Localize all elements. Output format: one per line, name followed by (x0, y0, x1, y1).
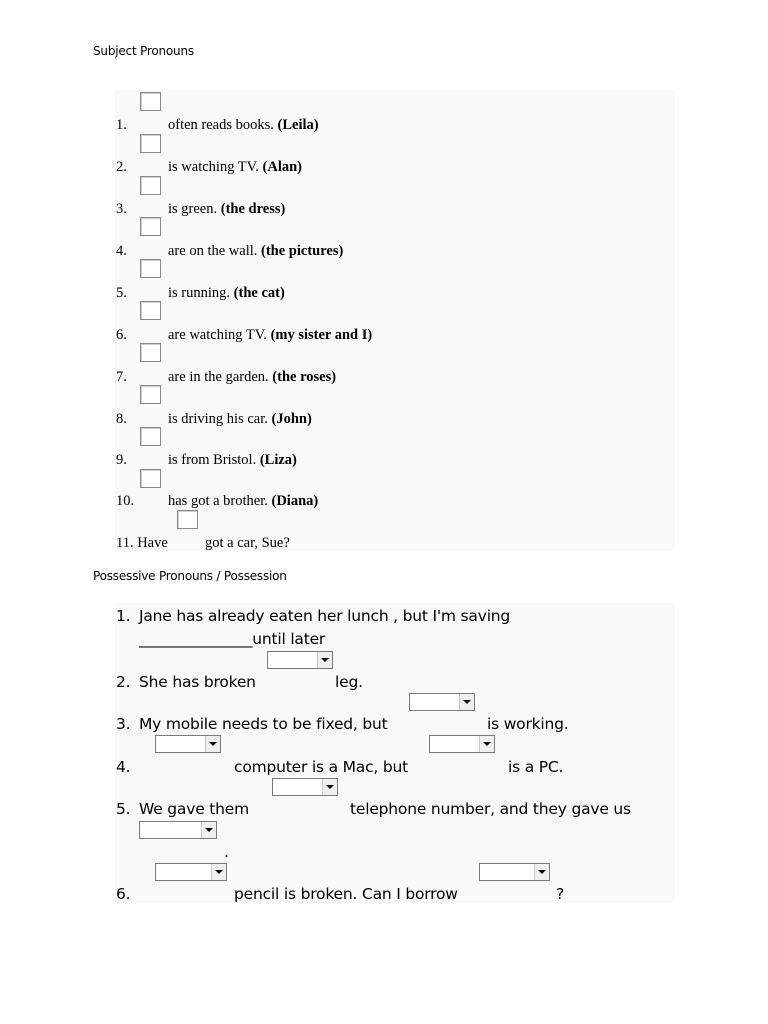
item-text: are on the wall. (168, 243, 258, 259)
answer-input-5[interactable] (140, 259, 161, 278)
item-number: 8. (116, 411, 127, 427)
answer-input-7[interactable] (140, 343, 161, 362)
item-hint: (Alan) (262, 159, 303, 175)
answer-input-8[interactable] (140, 385, 161, 404)
chevron-down-icon (211, 864, 226, 880)
answer-input-10[interactable] (140, 469, 161, 488)
item-text: is running. (168, 285, 231, 301)
question-4-number: 4. (116, 758, 131, 776)
chevron-down-icon (205, 736, 220, 752)
question-4-text-b: is a PC. (508, 758, 564, 776)
question-6-text-b: ? (556, 885, 565, 903)
question-5-text-a: We gave them (139, 800, 249, 818)
item-hint: (the pictures) (261, 243, 344, 259)
item-hint: (Leila) (277, 117, 319, 133)
question-2-text-a: She has broken (139, 673, 256, 691)
item-text: are in the garden. (168, 369, 269, 385)
chevron-down-icon (459, 694, 474, 710)
item-text: is from Bristol. (168, 452, 257, 468)
answer-input-3[interactable] (140, 176, 161, 195)
question-5-dropdown-1[interactable] (272, 778, 338, 796)
item-text: is green. (168, 201, 218, 217)
item-number: 6. (116, 327, 127, 343)
chevron-down-icon (201, 822, 216, 838)
item-text: is watching TV. (168, 159, 259, 175)
question-6-number: 6. (116, 885, 131, 903)
item-hint: (the roses) (272, 369, 337, 385)
item-number: 3. (116, 201, 127, 217)
item-text: are watching TV. (168, 327, 267, 343)
question-4-dropdown-2[interactable] (429, 735, 495, 753)
item-hint: (Diana) (271, 493, 319, 509)
item-hint: (John) (271, 411, 312, 427)
question-5-period: . (224, 843, 229, 861)
subject-item-11-start: 11. Have (116, 535, 168, 551)
chevron-down-icon (317, 652, 332, 668)
chevron-down-icon (479, 736, 494, 752)
question-3-text-b: is working. (487, 715, 569, 733)
question-5-dropdown-2[interactable] (139, 821, 217, 839)
item-number: 7. (116, 369, 127, 385)
item-number: 9. (116, 452, 127, 468)
item-number: 1. (116, 117, 127, 133)
item-number: 2. (116, 159, 127, 175)
item-text: often reads books. (168, 117, 274, 133)
item-number: 5. (116, 285, 127, 301)
question-4-dropdown-1[interactable] (155, 735, 221, 753)
answer-input-2[interactable] (140, 134, 161, 153)
subject-item-11-end: got a car, Sue? (205, 535, 290, 551)
question-3-text-a: My mobile needs to be fixed, but (139, 715, 388, 733)
subject-pronouns-heading: Subject Pronouns (93, 44, 194, 58)
question-2-number: 2. (116, 673, 131, 691)
answer-input-11[interactable] (177, 510, 198, 529)
question-4-text-a: computer is a Mac, but (234, 758, 409, 776)
possessive-pronouns-panel (115, 603, 675, 903)
question-1-line-2: _______________until later (139, 630, 326, 648)
item-hint: (the cat) (233, 285, 285, 301)
question-6-dropdown-1[interactable] (155, 863, 227, 881)
item-text: has got a brother. (168, 493, 268, 509)
answer-input-9[interactable] (140, 427, 161, 446)
question-3-dropdown[interactable] (409, 693, 475, 711)
item-hint: (Liza) (259, 452, 297, 468)
item-hint: (my sister and I) (270, 327, 373, 343)
answer-input-4[interactable] (140, 217, 161, 236)
question-6-text-a: pencil is broken. Can I borrow (234, 885, 458, 903)
item-hint: (the dress) (220, 201, 286, 217)
question-5-text-b: telephone number, and they gave us (350, 800, 631, 818)
question-3-number: 3. (116, 715, 131, 733)
question-5-number: 5. (116, 800, 131, 818)
question-2-dropdown[interactable] (267, 651, 333, 669)
question-2-text-b: leg. (335, 673, 363, 691)
answer-input-1[interactable] (140, 92, 161, 111)
answer-input-6[interactable] (140, 301, 161, 320)
chevron-down-icon (534, 864, 549, 880)
possessive-pronouns-heading: Possessive Pronouns / Possession (93, 569, 287, 583)
item-number: 10. (116, 493, 135, 509)
question-1-line-1: Jane has already eaten her lunch , but I'm saving (139, 607, 511, 625)
question-1-number: 1. (116, 607, 131, 625)
item-number: 4. (116, 243, 127, 259)
item-text: is driving his car. (168, 411, 268, 427)
chevron-down-icon (322, 779, 337, 795)
question-6-dropdown-2[interactable] (479, 863, 550, 881)
